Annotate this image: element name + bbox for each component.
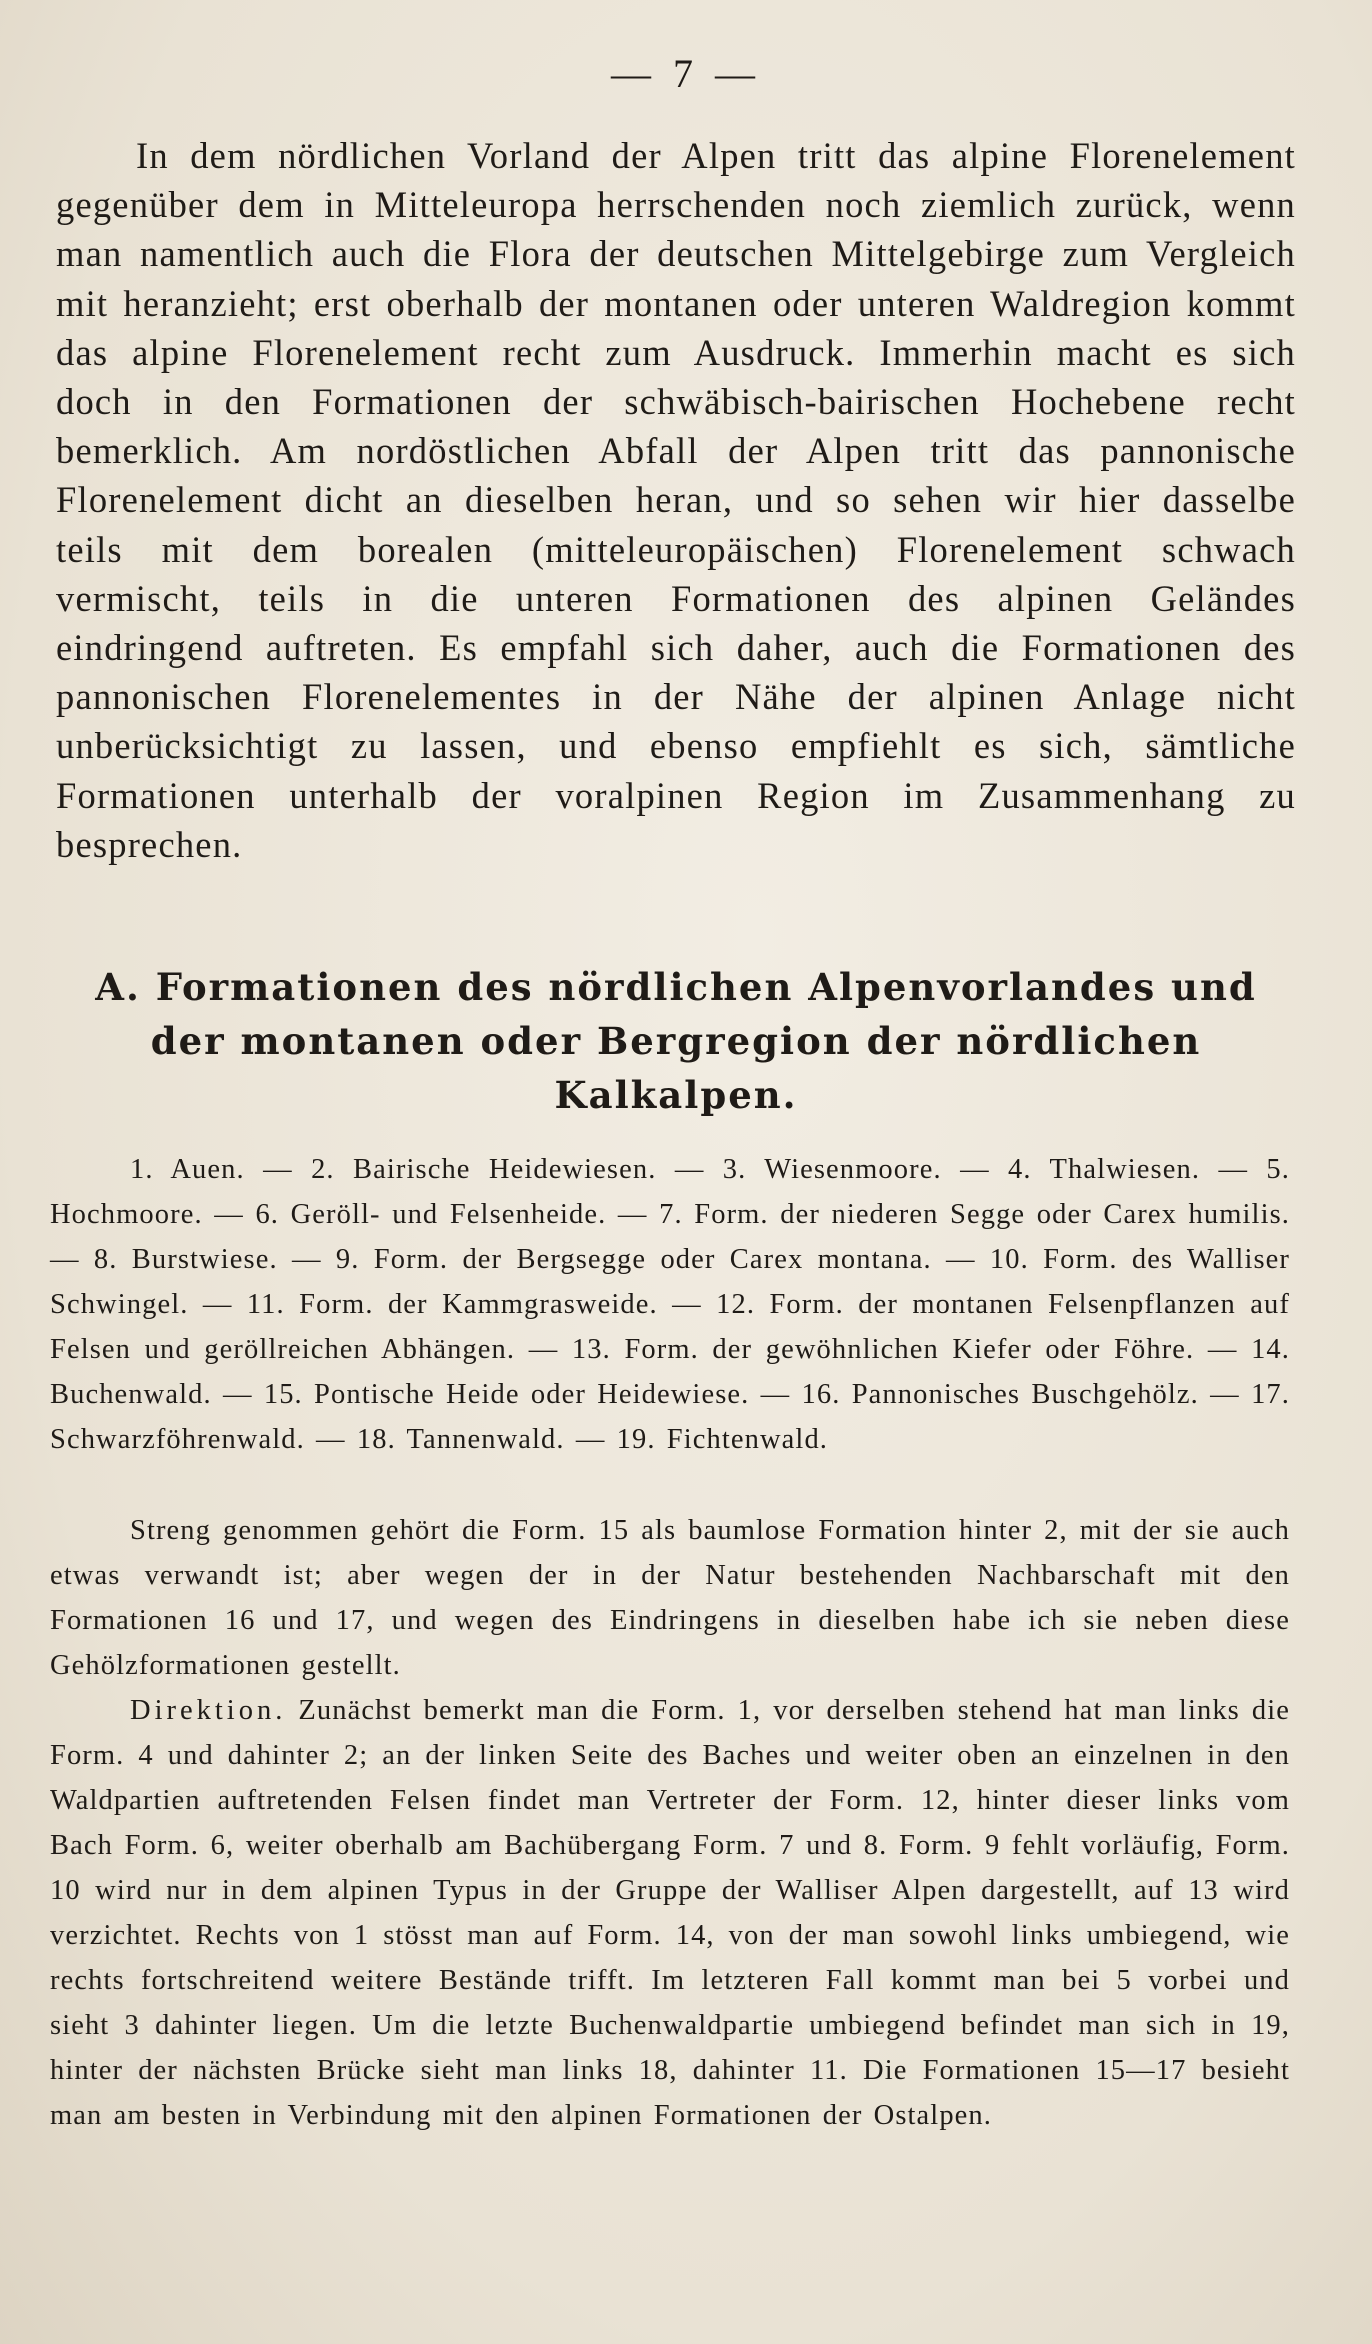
intro-paragraph: In dem nördlichen Vorland der Alpen tritt das alpine Florenelement gegenüber dem in Mitteleuropa herrschenden noch ziemlich zurück, wenn man namentlich auch die Flora der deutschen Mittelgebirge zum Vergleich mit heranzieht; erst oberhalb der montanen oder unteren Waldregion kommt das alpine Florenelement recht zum Ausdruck. Immerhin macht es sich doch in den Formationen der schwäbisch-bairischen Hochebene recht bemerklich. Am nordöstlichen Abfall der Alpen tritt das pannonische Florenelement dicht an dieselben heran, und so sehen wir hier dasselbe teils mit dem borealen (mitteleuropäischen) Florenelement schwach vermischt, teils in die unteren Formationen des alpinen Geländes eindringend auftreten. Es empfahl sich daher, auch die Formationen des pannonischen Florenelementes in der Nähe der alpinen Anlage nicht unberücksichtigt zu lassen, und ebenso empfiehlt es sich, sämtliche Formationen unterhalb der voralpinen Region im Zusammenhang zu besprechen. (56, 135, 1296, 865)
direktion-paragraph (50, 1688, 1290, 2138)
direktion-label: Direktion. (130, 1695, 287, 1726)
streng-paragraph: Streng genommen gehört die Form. 15 als baumlose Formation hinter 2, mit der sie auch etwas verwandt ist; aber wegen der in der Natur bestehenden Nachbarschaft mit den Formationen 16 und 17, und wegen des Eindringens in dieselben habe ich sie neben diese Gehölzformationen gestellt. (50, 1515, 1290, 1681)
formation-list: 1. Auen. — 2. Bairische Heidewiesen. — 3. Wiesenmoore. — 4. Thalwiesen. — 5. Hochmoore. — 6. Geröll- und Felsenheide. — 7. Form. der niederen Segge oder Carex humilis. — 8. Burstwiese. — 9. Form. der Bergsegge oder Carex montana. — 10. Form. des Walliser Schwingel. — 11. Form. der Kammgrasweide. — 12. Form. der montanen Felsenpflanzen auf Felsen und geröllreichen Abhängen. — 13. Form. der gewöhnlichen Kiefer oder Föhre. — 14. Buchenwald. — 15. Pontische Heide oder Heidewiese. — 16. Pannonisches Buschgehölz. — 17. Schwarzföhrenwald. — 18. Tannenwald. — 19. Fichtenwald. (50, 1154, 1290, 1455)
section-title: A. Formationen des nördlichen Alpenvorlandes und der montanen oder Bergregion der nördlichen Kalkalpen. (95, 965, 1257, 1117)
direktion-text: Zunächst bemerkt man die Form. 1, vor derselben stehend hat man links die Form. 4 und dahinter 2; an der linken Seite des Baches und weiter oben an einzelnen in den Waldpartien auftretenden Felsen findet man Vertreter der Form. 12, hinter dieser links vom Bach Form. 6, weiter oberhalb am Bachübergang Form. 7 und 8. Form. 9 fehlt vorläufig, Form. 10 wird nur in dem alpinen Typus in der Gruppe der Walliser Alpen dargestellt, auf 13 wird verzichtet. Rechts von 1 stösst man auf Form. 14, von der man sowohl links umbiegend, wie rechts fortschreitend weitere Bestände trifft. Im letzteren Fall kommt man bei 5 vorbei und sieht 3 dahinter liegen. Um die letzte Buchenwaldpartie umbiegend befindet man sich in 19, hinter der nächsten Brücke sieht man links 18, dahinter 11. Die Formationen 15—17 besieht man am besten in Verbindung mit den alpinen Formationen der Ostalpen. (50, 1695, 1290, 2131)
page-number: — 7 — (611, 51, 761, 96)
